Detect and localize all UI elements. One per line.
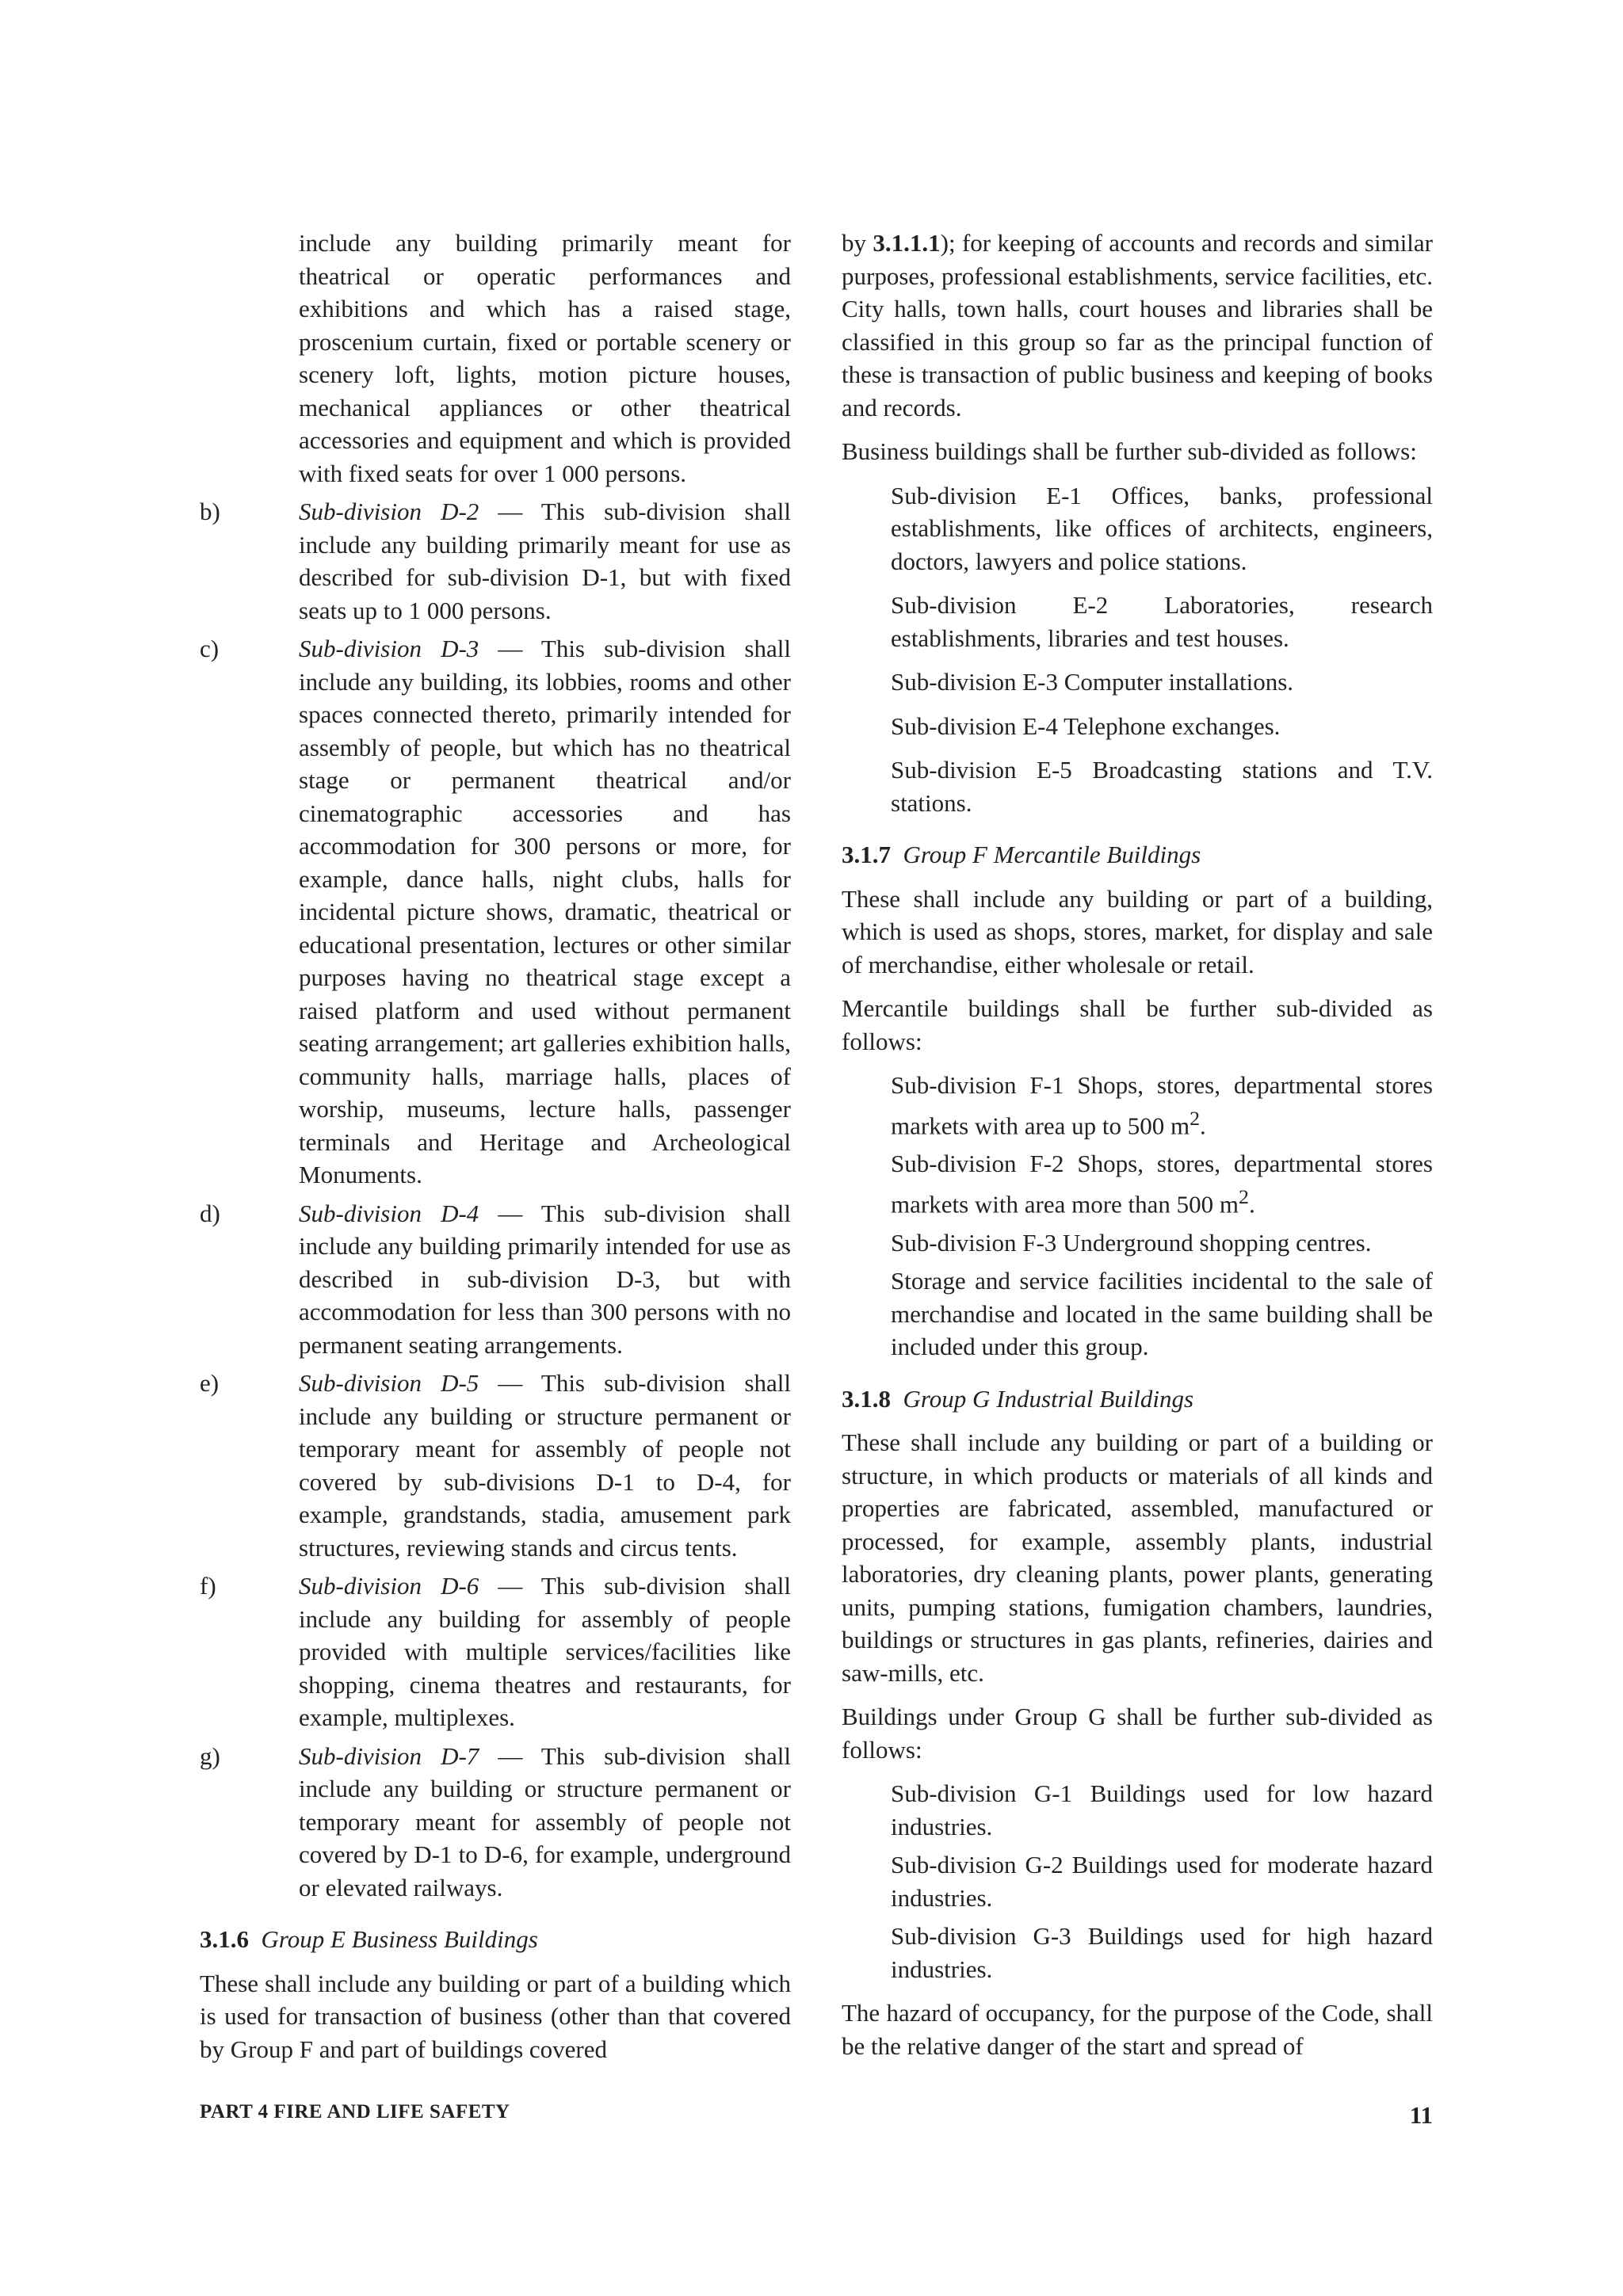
list-item-d6 xyxy=(200,1569,791,1734)
item-title: Sub-division D-6 xyxy=(299,1572,479,1600)
storage-note: Storage and service facilities incidental to the sale of merchandise and located in the same building shall be included under this group. xyxy=(891,1267,1433,1361)
cross-reference: 3.1.1.1 xyxy=(873,229,941,257)
page-number: 11 xyxy=(1409,2101,1433,2129)
right-column xyxy=(842,227,1433,2062)
subdivision-f1: Sub-division F-1 Shops, stores, departmental stores markets with area up to 500 $m^2$. xyxy=(891,1071,1433,1139)
subdivision-e2: Sub-division E-2 Laboratories, research establishments, libraries and test houses. xyxy=(891,591,1433,652)
item-label: f) xyxy=(200,1572,216,1600)
item-text: — This sub-division shall include any building, its lobbies, rooms and other spaces connected thereto, primarily intended for assembly of people, but which has no theatrical stage or permanent theatrical and/or cinematographic accessories and has accommodation for 300 persons or more, for example, dance halls, night clubs, halls for incidental picture shows, dramatic, theatrical or educational presentation, lectures or other similar purposes having no theatrical stage except a raised platform and used without permanent seating arrangement; art galleries exhibition halls, community halls, marriage halls, places of worship, museums, lecture halls, passenger terminals and Heritage and Archeological Monuments. xyxy=(299,635,791,1188)
item-title: Sub-division D-5 xyxy=(299,1369,479,1397)
list-item-d5 xyxy=(200,1367,791,1564)
section-number: 3.1.6 xyxy=(200,1925,249,1953)
subdivision-e5: Sub-division E-5 Broadcasting stations and T.V. stations. xyxy=(891,756,1433,817)
subdivision-g1: Sub-division G-1 Buildings used for low hazard industries. xyxy=(891,1779,1433,1840)
list-item-d4 xyxy=(200,1197,791,1362)
section-heading-3-1-8 xyxy=(842,1383,1433,1416)
d1-continuation: include any building primarily meant for theatrical or operatic performances and exhibitions and which has a raised stage, proscenium curtain, fixed or portable scenery or scenery loft, lights, motion picture houses, mechanical appliances or other theatrical accessories and equipment and which is provided with fixed seats for over 1 000 persons. xyxy=(299,229,791,487)
section-heading-3-1-7 xyxy=(842,838,1433,871)
list-item-d2 xyxy=(200,495,791,627)
subdivision-g2: Sub-division G-2 Buildings used for moderate hazard industries. xyxy=(891,1851,1433,1912)
item-label: g) xyxy=(200,1741,220,1770)
item-label: d) xyxy=(200,1199,220,1227)
business-continuation: by 3.1.1.1); for keeping of accounts and records and similar purposes, professional establishments, service facilities, etc. City halls, town halls, court houses and libraries shall be classified in this group so far as the principal function of these is transaction of public business and keeping of books and records. xyxy=(842,229,1434,421)
section-3-1-8-body: These shall include any building or part of a building or structure, in which products or materials of all kinds and properties are fabricated, assembled, manufactured or processed, for example, assembly plants, industrial laboratories, dry cleaning plants, power plants, generating units, pumping stations, fumigation chambers, laundries, buildings or structures in gas plants, refineries, dairies and saw-mills, etc. xyxy=(842,1428,1433,1687)
item-text: — This sub-division shall include any building primarily intended for use as described in sub-division D-3, but with accommodation for less than 300 persons with no permanent seating arrangements. xyxy=(299,1199,791,1359)
subdivision-g3: Sub-division G-3 Buildings used for high hazard industries. xyxy=(891,1922,1433,1983)
item-title: Sub-division D-3 xyxy=(299,635,479,662)
mercantile-intro: Mercantile buildings shall be further sub-divided as follows: xyxy=(842,994,1433,1055)
item-text: — This sub-division shall include any building or structure permanent or temporary meant for assembly of people not covered by D-1 to D-6, for example, underground or elevated railways. xyxy=(299,1741,791,1901)
list-item-d7 xyxy=(200,1740,791,1905)
industrial-intro: Buildings under Group G shall be further sub-divided as follows: xyxy=(842,1703,1433,1764)
section-3-1-6-body: These shall include any building or part of a building which is used for transaction of business (other than that covered by Group F and part of buildings covered xyxy=(200,1969,791,2063)
subdivision-f3: Sub-division F-3 Underground shopping centres. xyxy=(891,1228,1372,1257)
item-title: Sub-division D-4 xyxy=(299,1199,479,1227)
hazard-paragraph: The hazard of occupancy, for the purpose of the Code, shall be the relative danger of the start and spread of xyxy=(842,1999,1433,2060)
running-footer: PART 4 FIRE AND LIFE SAFETY xyxy=(200,2101,510,2122)
section-number: 3.1.8 xyxy=(842,1384,891,1413)
item-label: c) xyxy=(200,635,220,662)
item-label: b) xyxy=(200,498,220,525)
item-title: Sub-division D-2 xyxy=(299,498,479,525)
section-number: 3.1.7 xyxy=(842,841,891,868)
list-item-d3 xyxy=(200,632,791,1192)
section-title: Group F Mercantile Buildings xyxy=(903,841,1201,868)
subdivision-e3: Sub-division E-3 Computer installations. xyxy=(891,668,1294,696)
subdivision-f2: Sub-division F-2 Shops, stores, departmental stores markets with area more than 500 $m^2$. xyxy=(891,1150,1433,1219)
left-column xyxy=(200,227,791,2065)
item-text: — This sub-division shall include any building primarily meant for use as described for sub-division D-1, but with fixed seats up to 1 000 persons. xyxy=(299,498,791,624)
section-title: Group G Industrial Buildings xyxy=(903,1384,1194,1413)
subdivision-e1: Sub-division E-1 Offices, banks, professional establishments, like offices of architects, engineers, doctors, lawyers and police stations. xyxy=(891,481,1433,575)
business-intro: Business buildings shall be further sub-divided as follows: xyxy=(842,437,1417,465)
section-heading-3-1-6 xyxy=(200,1923,791,1956)
item-label: e) xyxy=(200,1369,220,1397)
item-text: — This sub-division shall include any building or structure permanent or temporary meant for assembly of people not covered by sub-divisions D-1 to D-4, for example, grandstands, stadia, amusement park structures, reviewing stands and circus tents. xyxy=(299,1369,791,1562)
item-title: Sub-division D-7 xyxy=(299,1741,479,1770)
item-text: — This sub-division shall include any building for assembly of people provided with multiple services/facilities like shopping, cinema theatres and restaurants, for example, multiplexes. xyxy=(299,1572,791,1731)
subdivision-e4: Sub-division E-4 Telephone exchanges. xyxy=(891,711,1281,740)
section-title: Group E Business Buildings xyxy=(261,1925,538,1953)
section-3-1-7-body: These shall include any building or part of a building, which is used as shops, stores, market, for display and sale of merchandise, either wholesale or retail. xyxy=(842,884,1433,978)
